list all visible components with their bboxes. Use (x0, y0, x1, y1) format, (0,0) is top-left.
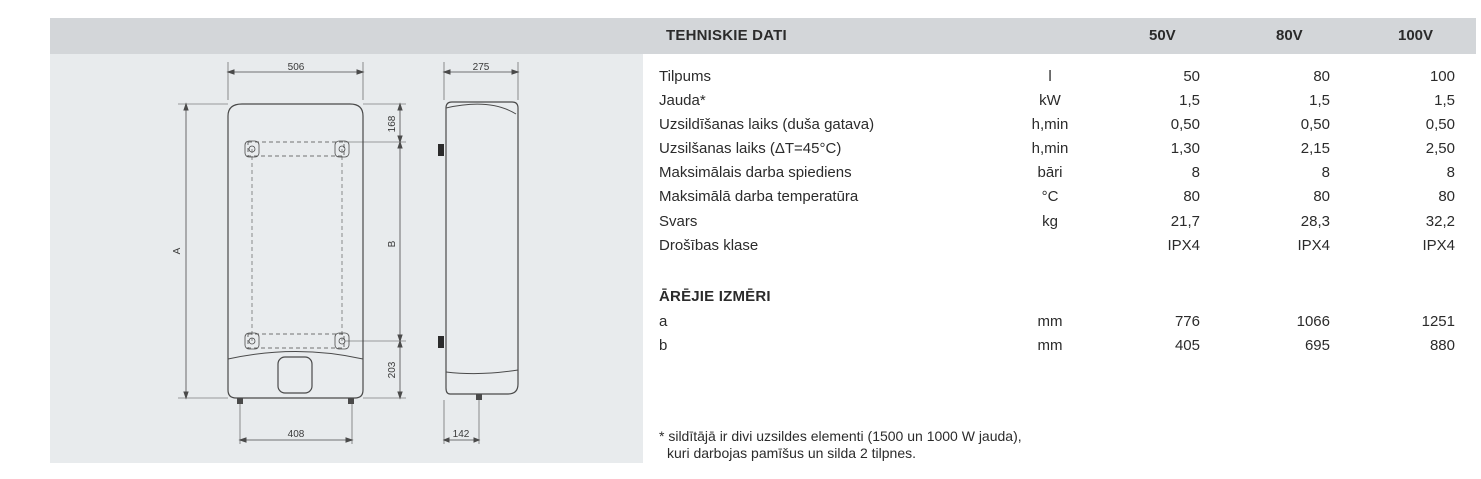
spec-value-50v: 1,30 (1170, 140, 1200, 157)
footnote-line-1: * sildītājā ir divi uzsildes elementi (1500 un 1000 W jauda), (659, 428, 1022, 444)
spec-value-50v: 21,7 (1170, 213, 1200, 230)
dimension-value-50v: 405 (1174, 337, 1200, 354)
spec-unit: kg (1042, 213, 1058, 230)
bottom-offset-label: 203 (387, 361, 398, 379)
spec-row (0, 116, 1481, 140)
spec-unit: h,min (1031, 140, 1069, 157)
spec-row (0, 140, 1481, 164)
dimension-row (0, 313, 1481, 337)
dimension-unit: mm (1037, 313, 1063, 330)
spec-value-100v: 32,2 (1425, 213, 1455, 230)
side-depth-label: 275 (472, 62, 490, 73)
spec-value-100v: 1,5 (1434, 92, 1455, 109)
height-a-label: A (172, 247, 183, 255)
spec-row (0, 164, 1481, 188)
external-dimensions-title: ĀRĒJIE IZMĒRI (659, 288, 771, 305)
dimension-unit: mm (1037, 337, 1063, 354)
spec-row (0, 213, 1481, 237)
spec-unit: h,min (1031, 116, 1069, 133)
spec-value-50v: 1,5 (1179, 92, 1200, 109)
spec-value-80v: 28,3 (1300, 213, 1330, 230)
spec-unit: °C (1041, 188, 1059, 205)
spec-row (0, 92, 1481, 116)
dimension-label: b (659, 337, 668, 354)
column-header-80v: 80V (1276, 27, 1303, 44)
spec-value-100v: 2,50 (1425, 140, 1455, 157)
spec-value-100v: 100 (1429, 68, 1455, 85)
table-header-bar (50, 18, 1476, 54)
side-bottom-label: 142 (452, 429, 470, 440)
spec-unit: l (1048, 68, 1052, 85)
dimension-value-50v: 776 (1174, 313, 1200, 330)
spec-value-50v: IPX4 (1167, 237, 1200, 254)
spec-row (0, 188, 1481, 212)
spec-value-80v: 80 (1313, 188, 1330, 205)
spec-label: Drošības klase (659, 237, 759, 254)
spec-label: Uzsilšanas laiks (ΔT=45°C) (659, 140, 842, 157)
spec-label: Jauda* (659, 92, 706, 109)
spec-value-100v: IPX4 (1422, 237, 1455, 254)
spec-label: Maksimālais darba spiediens (659, 164, 852, 181)
footnote-line-2: kuri darbojas pamīšus un silda 2 tilpnes. (667, 445, 917, 461)
dimension-row (0, 337, 1481, 361)
spec-label: Uzsildīšanas laiks (duša gatava) (659, 116, 875, 133)
dimension-value-100v: 880 (1429, 337, 1455, 354)
spec-value-50v: 0,50 (1170, 116, 1200, 133)
spec-value-80v: 80 (1313, 68, 1330, 85)
spec-value-80v: 8 (1321, 164, 1330, 181)
spec-value-80v: 0,50 (1300, 116, 1330, 133)
spec-value-80v: 2,15 (1300, 140, 1330, 157)
table-title: TEHNISKIE DATI (666, 27, 787, 44)
spec-row (0, 237, 1481, 261)
spec-label: Tilpums (659, 68, 711, 85)
spec-value-100v: 8 (1446, 164, 1455, 181)
spec-label: Maksimālā darba temperatūra (659, 188, 859, 205)
dimension-value-100v: 1251 (1421, 313, 1455, 330)
spec-value-50v: 80 (1183, 188, 1200, 205)
column-header-100v: 100V (1398, 27, 1434, 44)
control-panel-shape (278, 357, 312, 393)
spec-value-100v: 0,50 (1425, 116, 1455, 133)
footnote (659, 428, 1022, 462)
spec-unit: bāri (1037, 164, 1063, 181)
spec-unit: kW (1039, 92, 1061, 109)
spec-value-80v: IPX4 (1297, 237, 1330, 254)
spec-value-50v: 8 (1191, 164, 1200, 181)
column-header-50v: 50V (1149, 27, 1176, 44)
spec-value-80v: 1,5 (1309, 92, 1330, 109)
spec-value-50v: 50 (1183, 68, 1200, 85)
bottom-width-label: 408 (287, 429, 305, 440)
dimension-value-80v: 695 (1304, 337, 1330, 354)
spec-label: Svars (659, 213, 698, 230)
dimension-label: a (659, 313, 668, 330)
dimension-value-80v: 1066 (1296, 313, 1330, 330)
front-width-label: 506 (287, 62, 305, 73)
spec-value-100v: 80 (1438, 188, 1455, 205)
height-b-label: B (387, 240, 398, 248)
top-offset-label: 168 (387, 115, 398, 133)
spec-row (0, 68, 1481, 92)
